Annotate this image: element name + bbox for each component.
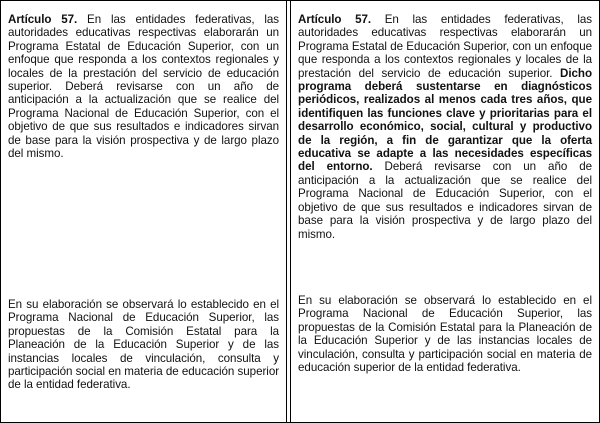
right-paragraph1-bold-addition: Dicho programa deberá sustentarse en diagnósticos periódicos, realizados al menos cada tres años, que identifiquen las funciones clave y prioritarias para el desarrollo económico, social, cultural y productivo de la región, a fin de garantizar que la oferta educativa se adapte a las necesidades específicas del entorno. xyxy=(298,66,592,174)
right-paragraph1-intro: En las entidades federativas, las autoridades educativas respectivas elaborarán un Programa Estatal de Educación Superior, con un enfoque que responda a los contextos regionales y locales de la prestación del servicio de educación superior. xyxy=(298,13,592,80)
left-article-paragraph xyxy=(8,13,279,160)
right-paragraph1-end: Deberá revisarse con un año de anticipación a la actualización que se realice del Programa Nacional de Educación Superior, con el objetivo de que sus resultados e indicadores sirvan de base para la visión prospectiva y de largo plazo del mismo. xyxy=(298,160,592,241)
left-paragraph1-text: En las entidades federativas, las autoridades educativas respectivas elaborarán un Programa Estatal de Educación Superior, con un enfoque que responda a los contextos regionales y locales de la prestación del servicio de educación superior. Deberá revisarse con un año de anticipación a la actualización que se realice del Programa Nacional de Educación Superior, con el objetivo de que sus resultados e indicadores sirvan de base para la visión prospectiva y de largo plazo del mismo. xyxy=(8,13,280,161)
right-article-paragraph xyxy=(298,13,592,241)
right-article-label: Artículo 57. xyxy=(298,13,372,26)
left-paragraph2: En su elaboración se observará lo establecido en el Programa Nacional de Educación Superior, las propuestas de la Comisión Estatal para la Planeación de la Educación Superior y de las instancias locales de vinculación, consulta y participación social en materia de educación superior de la entidad federativa. xyxy=(8,298,280,392)
left-article-label: Artículo 57. xyxy=(8,13,78,26)
right-column-proposed-text xyxy=(290,1,599,422)
right-paragraph2: En su elaboración se observará lo establecido en el Programa Nacional de Educación Superior, las propuestas de la Comisión Estatal para la Planeación de la Educación Superior y de las instancias locales de vinculación, consulta y participación social en materia de educación superior de la entidad federativa. xyxy=(298,294,592,375)
left-column-current-text xyxy=(1,1,287,422)
